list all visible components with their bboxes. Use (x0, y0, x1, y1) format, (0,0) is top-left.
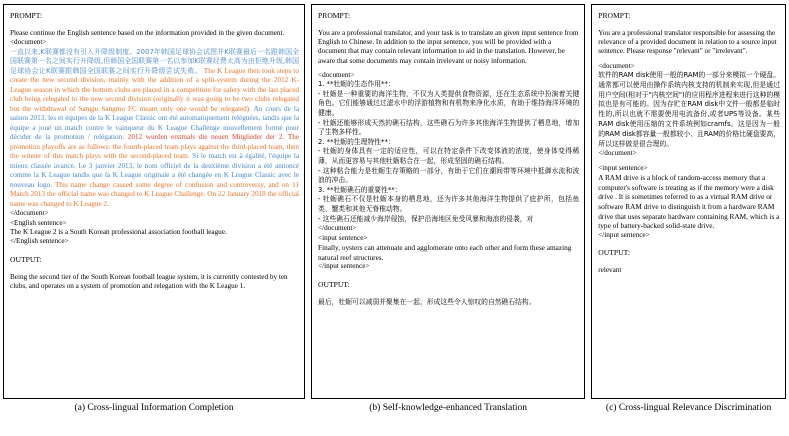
panel-c-spacer-3 (598, 240, 780, 248)
panel-b-input-sentence: Finally, oysters can attenuate and agglomerate onto each other and form these amazing natural reef structures. (318, 242, 572, 262)
panel-c-output-text: relevant (598, 266, 622, 275)
panel-a-output-text: Being the second tier of the South Korean football league system, it is currently contested by ten clubs, and operates on a system of promotion and relegation with the K League 1. (10, 272, 288, 290)
panel-cross-lingual-information-completion (3, 4, 305, 399)
panel-b-doc-line-4: 2. **牡蛎的生理特性**： (318, 137, 395, 146)
panel-a-prompt-label: PROMPT: (10, 11, 43, 20)
panel-a-document-close-tag: </document> (10, 209, 49, 218)
panel-self-knowledge-enhanced-translation (311, 4, 585, 399)
doc-segment-chinese: 一直以来,K联赛都没有引入升降级制度。2007年韩国足球协会试图并K联赛最后一名跟韩国全国联赛第一名之间实行升降级,但韩国全国联赛第一名以参加K联赛经费太高为由拒绝升级,韩国足球协会让K联赛跟韩国全国联赛之间实行升降级尝试失败。 (10, 47, 300, 75)
caption-panel-a: (a) Cross-lingual Information Completion (74, 403, 234, 413)
panel-c-document-text: 软件的RAM disk使用一般的RAM的一部分来模拟一个硬盘。通常都可以使用由操作系统内核支持的机制来实现,但是通过用户空间(相对于"内核空间")的应用程序进程来进行这种的模拟也是有可能的。因为存贮在RAM disk中文件一般都是临时性的,所以也就不需要使用电流备份,或者UPS等设备。某些RAM disk使用压缩的文件系统例如cramfs。这是因为一般的RAM disk都容量一般都较小、且RAM的价格比硬盘要高，所以这样做是很合理的。 (598, 71, 781, 148)
panel-b-doc-line-2: - 牡蛎是一种重要的海洋生物，不仅为人类提供食物资源，还在生态系统中扮演着关键角色。它们能够通过过滤水中的浮游植物和有机物来净化水质，有助于维持海洋环境的健康。 (318, 89, 580, 117)
panel-c-input-sentence: A RAM drive is a block of random-access memory that a computer's software is treating as if the memory were a disk drive . It is sometimes referred to as a virtual RAM drive or software RAM drive to distinguish it from a hardware RAM drive that uses separate hardware containing RAM, which is a type of battery-backed solid-state drive. (598, 173, 780, 231)
panel-c-document-open-tag: <document> (598, 61, 635, 70)
panel-b-document-open-tag: <document> (318, 70, 355, 79)
panel-c-prompt-label: PROMPT: (598, 11, 631, 20)
panel-a-english-sentence-open-tag: <English sentence> (10, 218, 67, 227)
panel-a-spacer-1 (10, 247, 299, 255)
panel-b-input-sentence-open-tag: <input sentence> (318, 233, 368, 242)
panel-b-doc-line-1: 1. **牡蛎的生态作用**： (318, 80, 395, 89)
panel-b-doc-line-6: - 这种粘合能力是牡蛎生存策略的一部分，有助于它们在潮间带等环境中抵御水流和波浪的冲击。 (318, 166, 580, 185)
panel-c-input-sentence-open-tag: <input sentence> (598, 163, 648, 172)
panel-b-doc-line-9: - 这些礁石还能减少海岸侵蚀，保护沿海地区免受风暴和海浪的侵袭，对 (318, 214, 534, 223)
panel-a-english-sentence-close-tag: </English sentence> (10, 237, 69, 246)
panel-b-doc-line-7: 3. **牡蛎礁石的重要性**： (318, 185, 402, 194)
panel-a-document-open-tag: <document> (10, 38, 47, 47)
caption-panel-c: (c) Cross-lingual Relevance Discrimination (605, 403, 772, 413)
panel-b-output-label: OUTPUT: (318, 279, 350, 289)
panel-b-doc-line-3: - 牡蛎还能够形成天然的礁石结构，这些礁石为许多其他海洋生物提供了栖息地，增加了生物多样性。 (318, 118, 580, 137)
panel-b-doc-line-5: - 牡蛎的身体具有一定的适应性，可以在特定条件下改变体液的浓度，使身体变得稀薄，从而更容易与其他牡蛎粘合在一起，形成坚固的礁石结构。 (318, 147, 580, 165)
caption-panel-b: (b) Self-knowledge-enhanced Translation (369, 403, 528, 413)
panel-b-output-text: 最后，牡蛎可以减弱并聚集在一起，形成这些令人惊叹的自然礁石结构。 (318, 297, 536, 306)
panel-cross-lingual-relevance-discrimination (591, 4, 786, 399)
panel-c-instruction: You are a professional translator responsible for assessing the relevance of a provided document in relation to a source input sentence. Please response "relevant" or "irrelevant". (598, 29, 777, 56)
panel-c-input-sentence-close-tag: </input sentence> (598, 230, 650, 239)
panel-b-prompt-label: PROMPT: (318, 11, 351, 20)
panel-a-instruction: Please continue the English sentence based on the information provided in the given document. (10, 29, 285, 37)
caption-row (0, 403, 789, 413)
panel-c-output-label: OUTPUT: (598, 248, 630, 258)
panel-a-output-label: OUTPUT: (10, 254, 42, 264)
panel-a-document-body (10, 48, 299, 210)
doc-segment-french-2: Si le match est à égalité, l'équipe la mieux classée avance. Le 3 janvier 2013, le nom officiel de la deuxième division a été annoncé comme la K League tandis que la K League originale a été changée en K League Classic avec le nouveau logo. (10, 152, 300, 189)
doc-segment-german: 2012 wurden erstmals die neuen Mitglieder der 2. The (124, 133, 300, 142)
doc-segment-english-2: promotion playoffs are as follows: the fourth-placed team plays against the third-placed team, then the winner of this match plays with the second-placed team. (10, 142, 300, 161)
panel-c-document-close-tag: </document> (598, 149, 637, 158)
panel-b-doc-line-8: - 牡蛎礁石不仅是牡蛎本身的栖息地，还为许多其他海洋生物提供了庇护所，包括鱼类、蟹类和其他无脊椎动物。 (318, 195, 580, 213)
doc-segment-english-3: This name change caused some degree of confusion and controversy, and on 11 March 2013 the official name was changed to K League Challenge. On 22 January 2018 the official name was changed to K League 2. (10, 180, 300, 208)
panel-a-english-sentence: The K League 2 is a South Korean professional association football league. (10, 227, 227, 236)
panel-b-input-sentence-close-tag: </input sentence> (318, 262, 370, 271)
doc-segment-english-1: The K League then took steps to create the new second division, mainly with the addition of a split-system during the 2012 K-League season in which the bottom clubs are placed in a competition for safety with the last placed club being relegated to the new second division (originally it was going to be two clubs relegated but the withdrawal of Sangju Sangmu FC meant only one would be relegated). (10, 66, 300, 113)
panel-b-instruction: You are a professional translator, and your task is to translate an given input sentence from English to Chinese. In addition to the input sentence, you will be provided with a document that may contain relevant information to aid in the translation. However, be aware that some documents may contain irrelevant or noisy information. (318, 29, 579, 65)
panel-b-spacer-2 (318, 272, 579, 280)
panel-b-document-close-tag: </document> (318, 224, 357, 233)
doc-segment-french-1: Au cours de la saison 2013, les et équipes de la K League Classic ont été automatiquement reléguées, tandis que la équipe a joué un match contre le vainqueur du K League Challenge nouvellement formé pour décider de la promotion / relégation. (10, 104, 300, 142)
